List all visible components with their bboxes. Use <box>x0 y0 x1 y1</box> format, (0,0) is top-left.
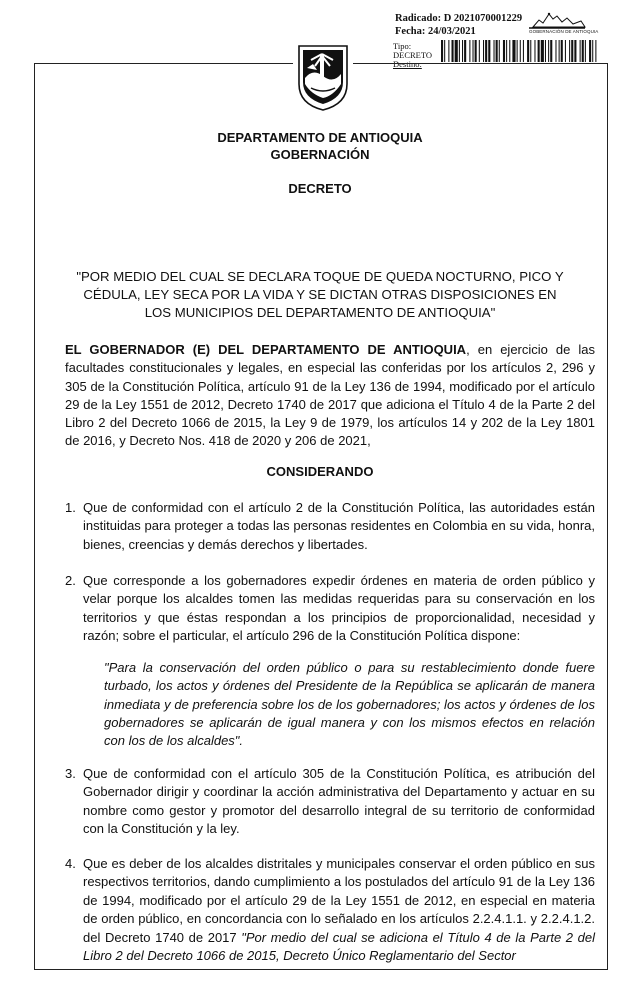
filing-stamp <box>395 12 522 38</box>
list-item <box>65 572 595 646</box>
item-number: 1. <box>65 500 76 515</box>
tipo-value: DECRETO <box>393 50 433 60</box>
item-number: 3. <box>65 766 76 781</box>
item-number: 2. <box>65 573 76 588</box>
item-text-plain: Que es deber de los alcaldes distritales y municipales conservar el orden público en sus respectivos territorios, dando cumplimiento a los postulados del artículo 91 de la Ley 136 de 1994, modificado por el artículo 29 de la Ley 1551 de 2012, en especial en materia de orden público, en concordancia con lo señalado en los artículos 2.2.4.1.1. y 2.2.4.1.2. del Decreto 1740 de 2017 <box>83 856 595 945</box>
list-item <box>65 855 595 965</box>
document-type-heading: DECRETO <box>288 181 352 196</box>
destino-label: Destino: <box>393 59 422 69</box>
item-number: 4. <box>65 856 76 871</box>
item-text: Que de conformidad con el artículo 2 de la Constitución Política, las autoridades están instituidas para proteger a todas las personas residentes en Colombia en su vida, honra, bienes, creencias y demás derechos y libertades. <box>83 500 595 552</box>
list-item <box>65 499 595 554</box>
tipo-label: Tipo: <box>393 41 412 51</box>
department-heading: DEPARTAMENTO DE ANTIOQUIA <box>217 130 423 145</box>
list-item <box>65 765 595 839</box>
considerando-heading: CONSIDERANDO <box>266 464 374 479</box>
intro-text: , en ejercicio de las facultades constitucionales y legales, en especial las conferidas por los artículos 2, 296 y 305 de la Constitución Política, artículo 91 de la Ley 136 de 1994, modificado por el artículo 29 de la Ley 1551 de 2012, Decreto 1740 de 2017 que adiciona el Título 4 de la Parte 2 del Libro 2 del Decreto 1066 de 2015, la Ley 9 de 1979, los artículos 14 y 202 de la Ley 1801 de 2016, y Decreto Nos. 418 de 2020 y 206 de 2021, <box>65 342 596 449</box>
gobernacion-logo-icon <box>527 10 587 30</box>
barcode-icon <box>441 40 597 62</box>
constitution-quote: "Para la conservación del orden público o para su restablecimiento donde fuere turbado, los actos y órdenes del Presidente de la República se aplicarán de manera inmediata y de preferencia sobre los de los gobernadores; los actos y órdenes de los gobernadores se aplicarán de igual manera y con los mismos efectos en relación con los de los alcaldes". <box>104 660 595 749</box>
logo-caption: GOBERNACIÓN DE ANTIOQUIA <box>529 29 599 34</box>
governor-label: EL GOBERNADOR (E) DEL DEPARTAMENTO DE ANTIOQUIA <box>65 342 467 357</box>
antioquia-seal-icon <box>293 38 353 112</box>
item-text-italic: "Por medio del cual se adiciona el Título 4 de la Parte 2 del Libro 2 del Decreto 1066 de 2015, Decreto Único Reglamentario del Sector <box>83 929 595 964</box>
filing-date: Fecha: 24/03/2021 <box>395 26 476 37</box>
radicado-number: Radicado: D 2021070001229 <box>395 13 523 24</box>
intro-paragraph <box>65 341 595 451</box>
office-heading: GOBERNACIÓN <box>270 147 370 162</box>
item-text <box>83 855 595 965</box>
decree-title: "POR MEDIO DEL CUAL SE DECLARA TOQUE DE QUEDA NOCTURNO, PICO Y CÉDULA, LEY SECA POR LA VIDA Y SE DICTAN OTRAS DISPOSICIONES EN LOS MUNICIPIOS DEL DEPARTAMENTO DE ANTIOQUIA" <box>76 269 564 320</box>
item-text: Que de conformidad con el artículo 305 de la Constitución Política, es atribución del Gobernador dirigir y coordinar la acción administrativa del Departamento y actuar en su nombre como gestor y promotor del desarrollo integral de su territorio de conformidad con la Constitución y la ley. <box>83 766 595 837</box>
item-text: Que corresponde a los gobernadores expedir órdenes en materia de orden público y velar porque los alcaldes tomen las medidas requeridas para su conservación en los territorios y que éstas respondan a los principios de proporcionalidad, necesidad y razón; sobre el particular, el artículo 296 de la Constitución Política dispone: <box>83 573 595 644</box>
